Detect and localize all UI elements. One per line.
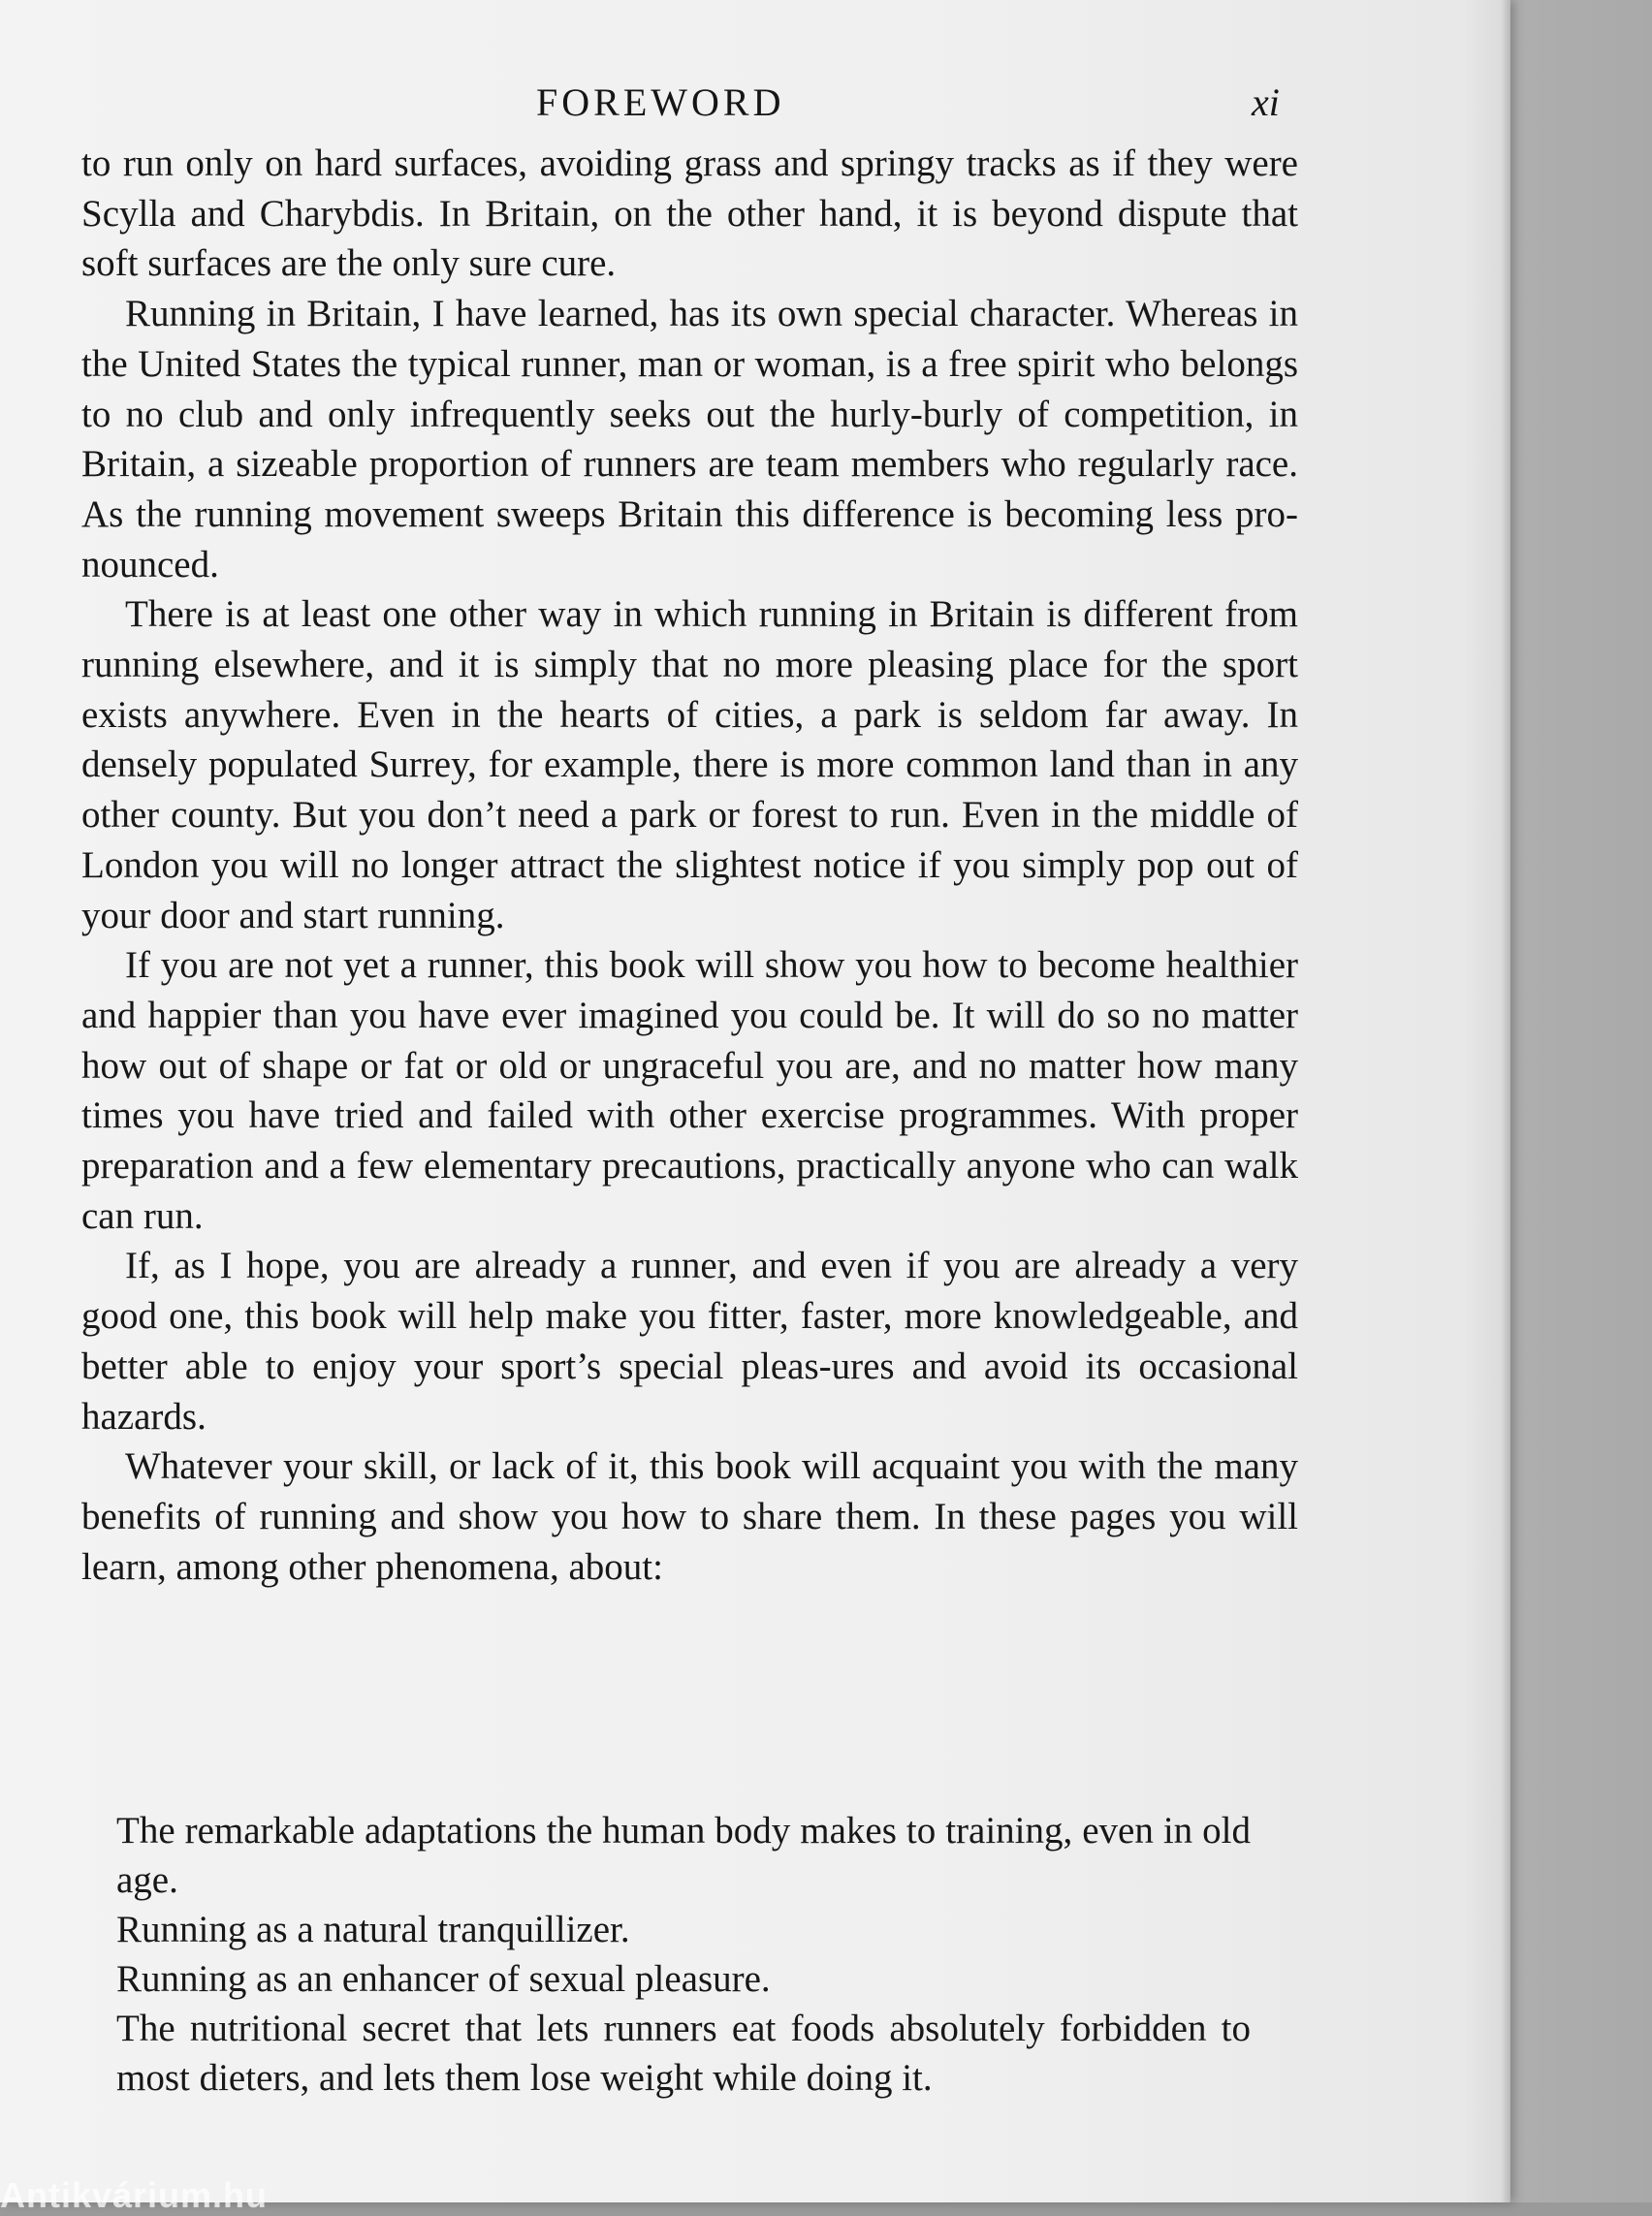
paragraph: Running in Britain, I have learned, has its own special character. Whereas in the United States the typical runner, man or woman, is a free spirit who belongs to no club and only infrequently seeks out the hurly-burly of competition, in Britain, a sizeable proportion of runners are team members who regularly race. As the running movement sweeps Britain this difference is becoming less pro-nounced. (81, 293, 1298, 586)
paragraph: If you are not yet a runner, this book will show you how to become healthier and happier than you have ever imagined you could be. It will do so no matter how out of shape or fat or old or ungraceful you are, and no matter how many times you have tried and failed with other exercise programmes. With proper preparation and a few elementary precautions, practically anyone who can walk can run. (81, 944, 1298, 1237)
list-item: Running as a natural tranquillizer. (116, 1909, 630, 1950)
paragraph: If, as I hope, you are already a runner, and even if you are already a very good one, this book will help make you fitter, faster, more knowledgeable, and better able to enjoy your sport’s special pleas-ures and avoid its occasional hazards. (81, 1245, 1298, 1438)
running-head-title: FOREWORD (536, 80, 785, 124)
paragraph-continued: to run only on hard surfaces, avoiding grass and springy tracks as if they were Scylla and Charybdis. In Britain, on the other hand, it is beyond dispute that soft surfaces are the only sure cure. (81, 142, 1298, 285)
list-item: The remarkable adaptations the human body makes to training, even in old age. (116, 1810, 1251, 1901)
watermark: Antikvárium.hu (0, 2175, 269, 2215)
running-head (0, 79, 1509, 138)
paragraph: Whatever your skill, or lack of it, this book will acquaint you with the many benefits of running and show you how to share them. In these pages you will learn, among other phenomena, about: (81, 1445, 1298, 1588)
page-edge (1501, 0, 1510, 2202)
paragraph: There is at least one other way in which running in Britain is different from running elsewhere, and it is simply that no more pleasing place for the sport exists anywhere. Even in the hearts of cities, a park is seldom far away. In densely populated Surrey, for example, there is more common land than in any other county. But you don’t need a park or forest to run. Even in the middle of London you will no longer attract the slightest notice if you simply pop out of your door and start running. (81, 593, 1298, 936)
list-item: Running as an enhancer of sexual pleasure. (116, 1958, 771, 2000)
list-item: The nutritional secret that lets runners eat foods absolutely forbidden to most dieters, and lets them lose weight while doing it. (116, 2008, 1251, 2099)
page-number: xi (1252, 80, 1280, 124)
body-text (81, 139, 1298, 1592)
benefits-list (116, 1806, 1251, 2103)
